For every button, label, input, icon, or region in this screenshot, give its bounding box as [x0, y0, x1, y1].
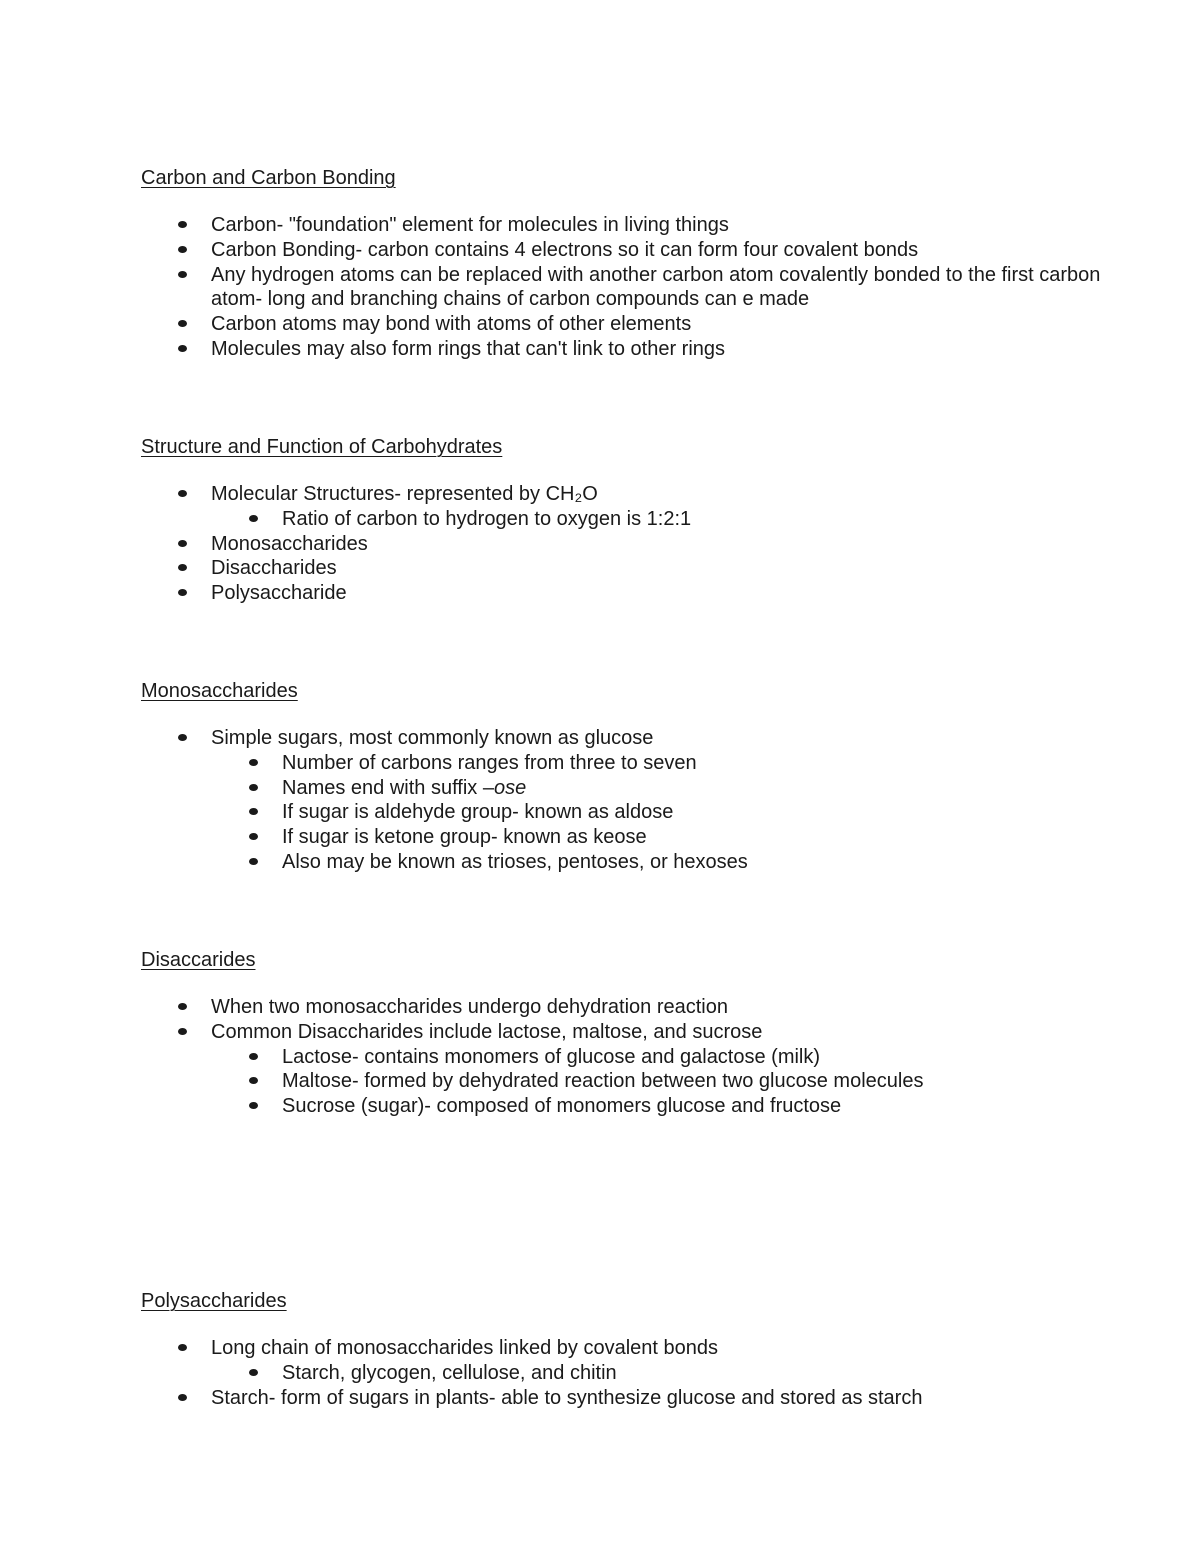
section-heading: Structure and Function of Carbohydrates [141, 436, 503, 458]
sub-bullet-list [141, 751, 1101, 875]
list-item-text: Molecular Structures- represented by CH₂O [211, 483, 598, 505]
sub-list-item [141, 776, 1101, 801]
section-polysaccharides [141, 1289, 1101, 1410]
sub-list-item [141, 800, 1101, 825]
list-item [141, 581, 1101, 606]
sub-list-item [141, 1361, 1101, 1386]
sub-list-item-text: If sugar is ketone group- known as keose [282, 826, 647, 849]
section-carbohydrates [141, 435, 1101, 606]
bullet-icon [249, 1077, 258, 1084]
list-item-text: Monosaccharides [211, 532, 368, 555]
bullet-icon [178, 1394, 187, 1401]
bullet-list [141, 213, 1101, 362]
bullet-icon [249, 784, 258, 791]
sub-list-item [141, 825, 1101, 850]
list-item [141, 1020, 1101, 1045]
list-item [141, 482, 1101, 507]
bullet-icon [178, 1344, 187, 1351]
sub-list-item-text: Ratio of carbon to hydrogen to oxygen is 1:2:1 [282, 507, 692, 530]
section-monosaccharides [141, 679, 1101, 875]
bullet-list [141, 1386, 1101, 1411]
sub-list-item-text: Names end with suffix –ose [282, 776, 527, 799]
sub-list-item-text: Also may be known as trioses, pentoses, or hexoses [282, 850, 748, 873]
bullet-icon [249, 759, 258, 766]
sub-list-item-text: Lactose- contains monomers of glucose and galactose (milk) [282, 1045, 821, 1068]
bullet-icon [249, 515, 258, 522]
sub-bullet-list [141, 1045, 1101, 1119]
sub-bullet-list [141, 1361, 1101, 1386]
list-item-text: Carbon Bonding- carbon contains 4 electrons so it can form four covalent bonds [211, 238, 919, 261]
list-item-text: Simple sugars, most commonly known as glucose [211, 727, 654, 749]
bullet-icon [178, 734, 187, 741]
section-heading: Carbon and Carbon Bonding [141, 167, 396, 189]
bullet-icon [178, 1003, 187, 1010]
list-item-text: Carbon atoms may bond with atoms of other elements [211, 313, 692, 336]
bullet-icon [178, 345, 187, 352]
sub-list-item [141, 751, 1101, 776]
list-item [141, 532, 1101, 557]
bullet-icon [178, 221, 187, 228]
list-item-text: Polysaccharide [211, 582, 347, 605]
bullet-list [141, 726, 1101, 751]
section-heading: Polysaccharides [141, 1290, 287, 1312]
list-item-text: Molecules may also form rings that can't link to other rings [211, 337, 726, 360]
bullet-icon [178, 1028, 187, 1035]
bullet-list [141, 482, 1101, 507]
list-item [141, 312, 1101, 337]
list-item-text: Starch- form of sugars in plants- able to synthesize glucose and stored as starch [211, 1386, 923, 1409]
list-item [141, 337, 1101, 362]
bullet-icon [178, 246, 187, 253]
bullet-list [141, 532, 1101, 606]
list-item-text: Disaccharides [211, 557, 337, 580]
bullet-icon [249, 808, 258, 815]
bullet-icon [178, 271, 187, 278]
section-heading: Disaccarides [141, 949, 256, 971]
sub-bullet-list [141, 507, 1101, 532]
list-item [141, 726, 1101, 751]
sub-list-item-text: Sucrose (sugar)- composed of monomers glucose and fructose [282, 1095, 842, 1118]
sub-list-item-text: Number of carbons ranges from three to seven [282, 751, 697, 774]
bullet-list [141, 1336, 1101, 1361]
section-disaccarides [141, 948, 1101, 1119]
list-item [141, 556, 1101, 581]
sub-list-item [141, 1094, 1101, 1119]
bullet-icon [178, 490, 187, 497]
bullet-icon [178, 320, 187, 327]
list-item [141, 263, 1101, 313]
list-item-text: Long chain of monosaccharides linked by covalent bonds [211, 1337, 718, 1359]
bullet-icon [178, 540, 187, 547]
list-item-text: Carbon- "foundation" element for molecules in living things [211, 214, 729, 236]
bullet-icon [249, 833, 258, 840]
bullet-icon [249, 1102, 258, 1109]
sub-list-item [141, 1069, 1101, 1094]
section-heading: Monosaccharides [141, 680, 298, 702]
bullet-icon [249, 858, 258, 865]
list-item-text: When two monosaccharides undergo dehydration reaction [211, 996, 728, 1018]
sub-list-item [141, 850, 1101, 875]
bullet-icon [178, 564, 187, 571]
list-item [141, 1386, 1101, 1411]
list-item [141, 995, 1101, 1020]
list-item-text: Any hydrogen atoms can be replaced with another carbon atom covalently bonded to the first carbon atom- long and branching chains of carbon compounds can e made [211, 263, 1101, 311]
bullet-icon [178, 589, 187, 596]
sub-list-item [141, 1045, 1101, 1070]
sub-list-item-text: Starch, glycogen, cellulose, and chitin [282, 1361, 617, 1384]
section-carbon-bonding [141, 166, 1101, 362]
list-item [141, 238, 1101, 263]
list-item-text: Common Disaccharides include lactose, maltose, and sucrose [211, 1020, 763, 1043]
bullet-icon [249, 1053, 258, 1060]
sub-list-item [141, 507, 1101, 532]
bullet-list [141, 995, 1101, 1045]
sub-list-item-text: Maltose- formed by dehydrated reaction between two glucose molecules [282, 1070, 924, 1093]
sub-list-item-text: If sugar is aldehyde group- known as aldose [282, 801, 674, 824]
list-item [141, 1336, 1101, 1361]
list-item [141, 213, 1101, 238]
bullet-icon [249, 1369, 258, 1376]
